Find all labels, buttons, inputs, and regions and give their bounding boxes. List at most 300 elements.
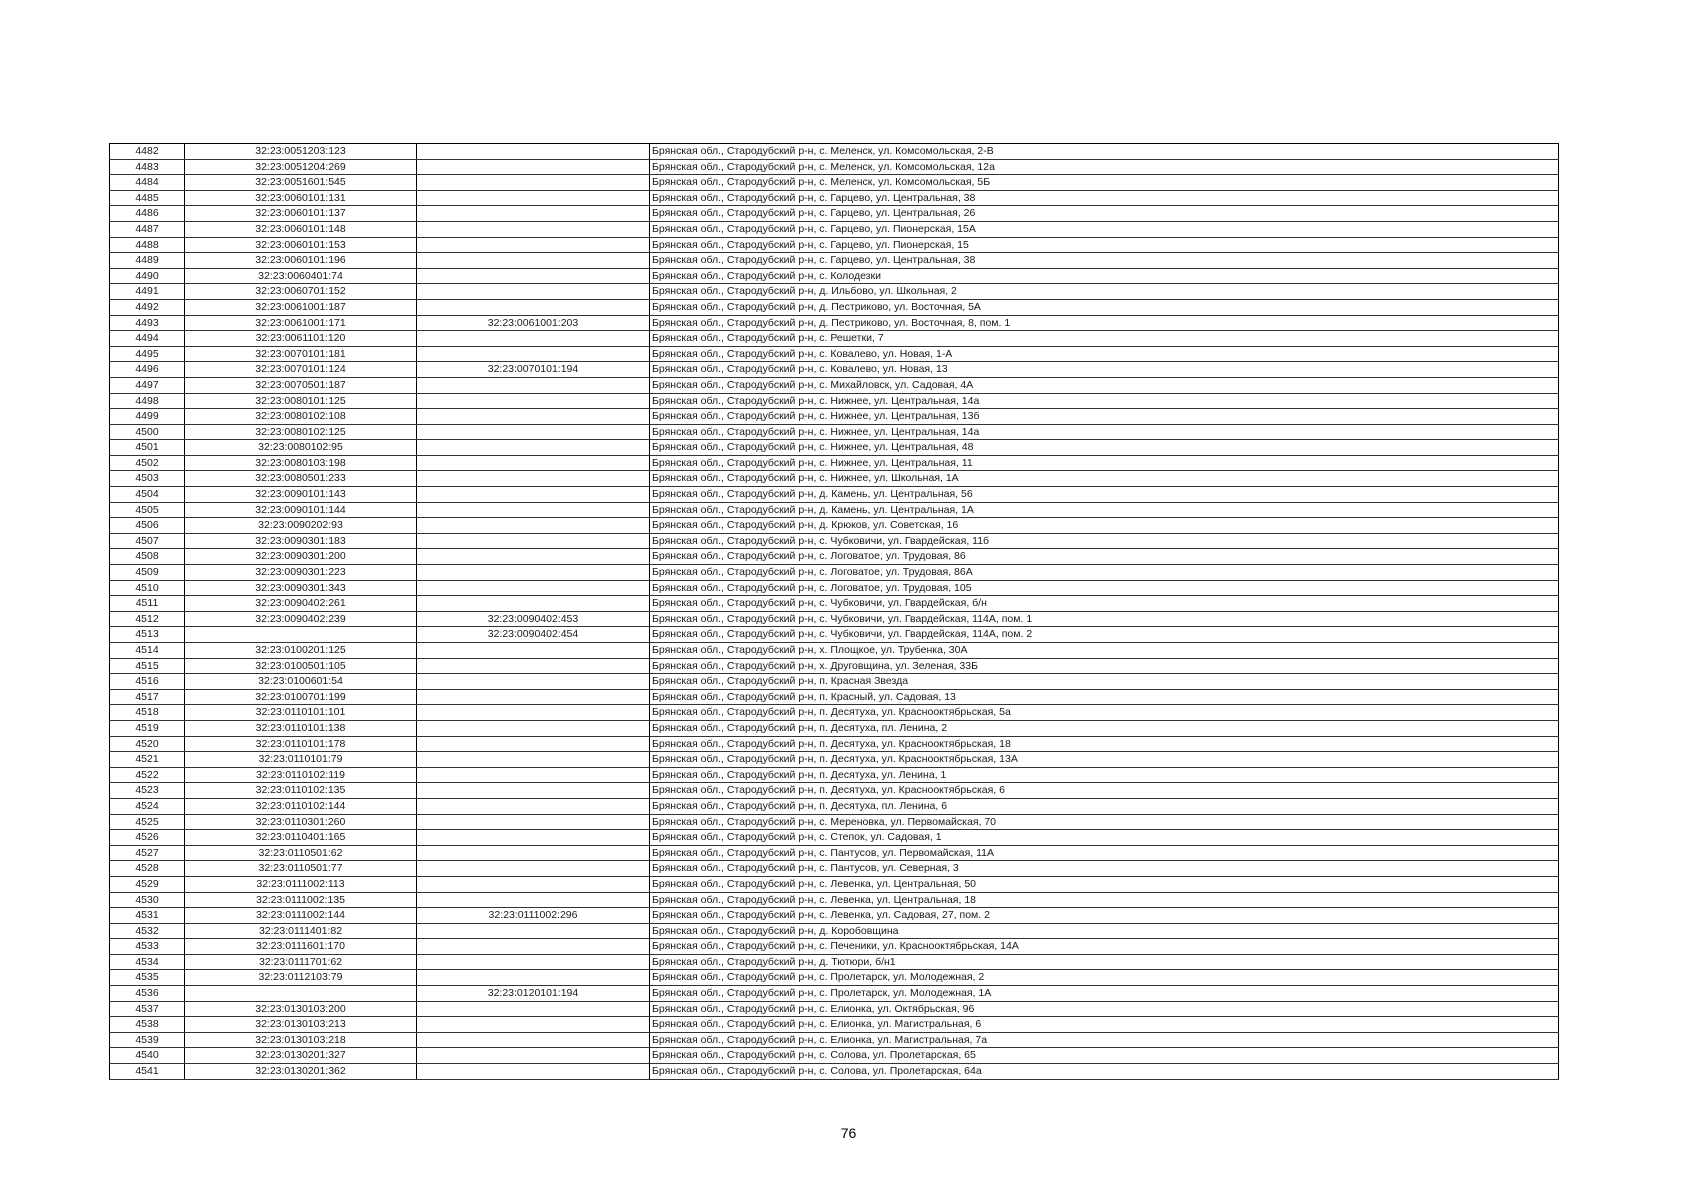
cadastral-number-cell: 32:23:0110301:260 bbox=[185, 814, 417, 830]
cadastral-number-cell bbox=[185, 627, 417, 643]
row-number-cell: 4487 bbox=[110, 221, 185, 237]
cadastral-number-cell: 32:23:0100201:125 bbox=[185, 643, 417, 659]
row-number-cell: 4508 bbox=[110, 549, 185, 565]
row-number-cell: 4523 bbox=[110, 783, 185, 799]
cadastral-number-cell: 32:23:0080102:108 bbox=[185, 409, 417, 425]
table-row bbox=[110, 923, 1559, 939]
registry-table bbox=[109, 143, 1559, 1080]
cadastral-number-cell: 32:23:0111002:113 bbox=[185, 876, 417, 892]
row-number-cell: 4535 bbox=[110, 970, 185, 986]
premises-cadastral-number-cell bbox=[417, 424, 650, 440]
cadastral-number-cell bbox=[185, 986, 417, 1002]
row-number-cell: 4516 bbox=[110, 674, 185, 690]
row-number-cell: 4526 bbox=[110, 830, 185, 846]
address-cell: Брянская обл., Стародубский р-н, с. Решетки, 7 bbox=[650, 331, 1559, 347]
table-row bbox=[110, 861, 1559, 877]
address-cell: Брянская обл., Стародубский р-н, с. Нижнее, ул. Центральная, 14а bbox=[650, 393, 1559, 409]
row-number-cell: 4486 bbox=[110, 206, 185, 222]
row-number-cell: 4534 bbox=[110, 954, 185, 970]
table-row bbox=[110, 315, 1559, 331]
table-row bbox=[110, 471, 1559, 487]
table-row bbox=[110, 565, 1559, 581]
row-number-cell: 4518 bbox=[110, 705, 185, 721]
premises-cadastral-number-cell: 32:23:0070101:194 bbox=[417, 362, 650, 378]
address-cell: Брянская обл., Стародубский р-н, п. Десятуха, пл. Ленина, 6 bbox=[650, 798, 1559, 814]
table-row bbox=[110, 502, 1559, 518]
address-cell: Брянская обл., Стародубский р-н, п. Десятуха, ул. Краснооктябрьская, 18 bbox=[650, 736, 1559, 752]
premises-cadastral-number-cell bbox=[417, 518, 650, 534]
row-number-cell: 4540 bbox=[110, 1048, 185, 1064]
cadastral-number-cell: 32:23:0090301:183 bbox=[185, 533, 417, 549]
row-number-cell: 4492 bbox=[110, 299, 185, 315]
row-number-cell: 4485 bbox=[110, 190, 185, 206]
address-cell: Брянская обл., Стародубский р-н, д. Камень, ул. Центральная, 1А bbox=[650, 502, 1559, 518]
address-cell: Брянская обл., Стародубский р-н, с. Ковалево, ул. Новая, 13 bbox=[650, 362, 1559, 378]
address-cell: Брянская обл., Стародубский р-н, с. Елионка, ул. Октябрьская, 96 bbox=[650, 1001, 1559, 1017]
table-row bbox=[110, 393, 1559, 409]
row-number-cell: 4499 bbox=[110, 409, 185, 425]
row-number-cell: 4490 bbox=[110, 268, 185, 284]
cadastral-number-cell: 32:23:0112103:79 bbox=[185, 970, 417, 986]
table-row bbox=[110, 814, 1559, 830]
premises-cadastral-number-cell bbox=[417, 923, 650, 939]
address-cell: Брянская обл., Стародубский р-н, с. Чубковичи, ул. Гвардейская, б/н bbox=[650, 596, 1559, 612]
address-cell: Брянская обл., Стародубский р-н, с. Мереновка, ул. Первомайская, 70 bbox=[650, 814, 1559, 830]
table-row bbox=[110, 206, 1559, 222]
address-cell: Брянская обл., Стародубский р-н, с. Елионка, ул. Магистральная, 7а bbox=[650, 1032, 1559, 1048]
cadastral-number-cell: 32:23:0100601:54 bbox=[185, 674, 417, 690]
table-row bbox=[110, 783, 1559, 799]
cadastral-number-cell: 32:23:0061001:171 bbox=[185, 315, 417, 331]
table-row bbox=[110, 440, 1559, 456]
table-row bbox=[110, 720, 1559, 736]
table-row bbox=[110, 377, 1559, 393]
row-number-cell: 4488 bbox=[110, 237, 185, 253]
premises-cadastral-number-cell bbox=[417, 954, 650, 970]
row-number-cell: 4503 bbox=[110, 471, 185, 487]
cadastral-number-cell: 32:23:0070501:187 bbox=[185, 377, 417, 393]
row-number-cell: 4522 bbox=[110, 767, 185, 783]
cadastral-number-cell: 32:23:0070101:181 bbox=[185, 346, 417, 362]
row-number-cell: 4498 bbox=[110, 393, 185, 409]
premises-cadastral-number-cell bbox=[417, 845, 650, 861]
address-cell: Брянская обл., Стародубский р-н, д. Тютюри, б/н1 bbox=[650, 954, 1559, 970]
address-cell: Брянская обл., Стародубский р-н, с. Степок, ул. Садовая, 1 bbox=[650, 830, 1559, 846]
table-row bbox=[110, 580, 1559, 596]
table-row bbox=[110, 736, 1559, 752]
address-cell: Брянская обл., Стародубский р-н, с. Солова, ул. Пролетарская, 64а bbox=[650, 1064, 1559, 1080]
table-row bbox=[110, 939, 1559, 955]
cadastral-number-cell: 32:23:0080102:125 bbox=[185, 424, 417, 440]
premises-cadastral-number-cell bbox=[417, 565, 650, 581]
row-number-cell: 4511 bbox=[110, 596, 185, 612]
cadastral-number-cell: 32:23:0111002:135 bbox=[185, 892, 417, 908]
premises-cadastral-number-cell bbox=[417, 1001, 650, 1017]
table-row bbox=[110, 705, 1559, 721]
premises-cadastral-number-cell bbox=[417, 861, 650, 877]
table-row bbox=[110, 767, 1559, 783]
row-number-cell: 4527 bbox=[110, 845, 185, 861]
premises-cadastral-number-cell bbox=[417, 175, 650, 191]
table-row bbox=[110, 424, 1559, 440]
cadastral-number-cell: 32:23:0060101:131 bbox=[185, 190, 417, 206]
premises-cadastral-number-cell bbox=[417, 798, 650, 814]
cadastral-number-cell: 32:23:0110101:79 bbox=[185, 752, 417, 768]
premises-cadastral-number-cell bbox=[417, 144, 650, 160]
cadastral-number-cell: 32:23:0051601:545 bbox=[185, 175, 417, 191]
address-cell: Брянская обл., Стародубский р-н, п. Десятуха, ул. Краснооктябрьская, 5а bbox=[650, 705, 1559, 721]
address-cell: Брянская обл., Стародубский р-н, с. Меленск, ул. Комсомольская, 5Б bbox=[650, 175, 1559, 191]
premises-cadastral-number-cell bbox=[417, 1017, 650, 1033]
address-cell: Брянская обл., Стародубский р-н, с. Гарцево, ул. Центральная, 26 bbox=[650, 206, 1559, 222]
table-row bbox=[110, 1064, 1559, 1080]
premises-cadastral-number-cell bbox=[417, 346, 650, 362]
row-number-cell: 4537 bbox=[110, 1001, 185, 1017]
premises-cadastral-number-cell bbox=[417, 1064, 650, 1080]
premises-cadastral-number-cell bbox=[417, 455, 650, 471]
table-row bbox=[110, 1001, 1559, 1017]
address-cell: Брянская обл., Стародубский р-н, с. Нижнее, ул. Центральная, 14а bbox=[650, 424, 1559, 440]
premises-cadastral-number-cell bbox=[417, 783, 650, 799]
cadastral-number-cell: 32:23:0110501:77 bbox=[185, 861, 417, 877]
cadastral-number-cell: 32:23:0090402:239 bbox=[185, 611, 417, 627]
address-cell: Брянская обл., Стародубский р-н, с. Чубковичи, ул. Гвардейская, 11б bbox=[650, 533, 1559, 549]
address-cell: Брянская обл., Стародубский р-н, д. Коробовщина bbox=[650, 923, 1559, 939]
row-number-cell: 4520 bbox=[110, 736, 185, 752]
row-number-cell: 4517 bbox=[110, 689, 185, 705]
address-cell: Брянская обл., Стародубский р-н, с. Михайловск, ул. Садовая, 4А bbox=[650, 377, 1559, 393]
cadastral-number-cell: 32:23:0080101:125 bbox=[185, 393, 417, 409]
address-cell: Брянская обл., Стародубский р-н, с. Чубковичи, ул. Гвардейская, 114А, пом. 2 bbox=[650, 627, 1559, 643]
cadastral-number-cell: 32:23:0090101:143 bbox=[185, 487, 417, 503]
cadastral-number-cell: 32:23:0080103:198 bbox=[185, 455, 417, 471]
row-number-cell: 4510 bbox=[110, 580, 185, 596]
premises-cadastral-number-cell bbox=[417, 409, 650, 425]
table-row bbox=[110, 533, 1559, 549]
premises-cadastral-number-cell: 32:23:0090402:454 bbox=[417, 627, 650, 643]
row-number-cell: 4514 bbox=[110, 643, 185, 659]
cadastral-number-cell: 32:23:0090101:144 bbox=[185, 502, 417, 518]
row-number-cell: 4531 bbox=[110, 908, 185, 924]
table-row bbox=[110, 518, 1559, 534]
table-row bbox=[110, 1017, 1559, 1033]
row-number-cell: 4500 bbox=[110, 424, 185, 440]
address-cell: Брянская обл., Стародубский р-н, п. Десятуха, ул. Ленина, 1 bbox=[650, 767, 1559, 783]
premises-cadastral-number-cell bbox=[417, 1032, 650, 1048]
premises-cadastral-number-cell bbox=[417, 1048, 650, 1064]
table-row bbox=[110, 175, 1559, 191]
premises-cadastral-number-cell bbox=[417, 720, 650, 736]
cadastral-number-cell: 32:23:0090402:261 bbox=[185, 596, 417, 612]
cadastral-number-cell: 32:23:0060101:148 bbox=[185, 221, 417, 237]
premises-cadastral-number-cell: 32:23:0111002:296 bbox=[417, 908, 650, 924]
address-cell: Брянская обл., Стародубский р-н, с. Нижнее, ул. Центральная, 13б bbox=[650, 409, 1559, 425]
table-row bbox=[110, 284, 1559, 300]
premises-cadastral-number-cell bbox=[417, 705, 650, 721]
table-row bbox=[110, 986, 1559, 1002]
premises-cadastral-number-cell: 32:23:0120101:194 bbox=[417, 986, 650, 1002]
row-number-cell: 4539 bbox=[110, 1032, 185, 1048]
cadastral-number-cell: 32:23:0060101:153 bbox=[185, 237, 417, 253]
address-cell: Брянская обл., Стародубский р-н, с. Меленск, ул. Комсомольская, 2-В bbox=[650, 144, 1559, 160]
row-number-cell: 4491 bbox=[110, 284, 185, 300]
row-number-cell: 4521 bbox=[110, 752, 185, 768]
address-cell: Брянская обл., Стародубский р-н, с. Гарцево, ул. Центральная, 38 bbox=[650, 190, 1559, 206]
cadastral-number-cell: 32:23:0130201:327 bbox=[185, 1048, 417, 1064]
address-cell: Брянская обл., Стародубский р-н, с. Логоватое, ул. Трудовая, 105 bbox=[650, 580, 1559, 596]
address-cell: Брянская обл., Стародубский р-н, с. Ковалево, ул. Новая, 1-А bbox=[650, 346, 1559, 362]
address-cell: Брянская обл., Стародубский р-н, с. Нижнее, ул. Центральная, 11 bbox=[650, 455, 1559, 471]
cadastral-number-cell: 32:23:0130103:200 bbox=[185, 1001, 417, 1017]
cadastral-number-cell: 32:23:0100501:105 bbox=[185, 658, 417, 674]
address-cell: Брянская обл., Стародубский р-н, х. Площкое, ул. Трубенка, 30А bbox=[650, 643, 1559, 659]
address-cell: Брянская обл., Стародубский р-н, с. Чубковичи, ул. Гвардейская, 114А, пом. 1 bbox=[650, 611, 1559, 627]
premises-cadastral-number-cell bbox=[417, 596, 650, 612]
address-cell: Брянская обл., Стародубский р-н, с. Левенка, ул. Центральная, 50 bbox=[650, 876, 1559, 892]
address-cell: Брянская обл., Стародубский р-н, с. Пролетарск, ул. Молодежная, 2 bbox=[650, 970, 1559, 986]
premises-cadastral-number-cell bbox=[417, 268, 650, 284]
address-cell: Брянская обл., Стародубский р-н, с. Нижнее, ул. Школьная, 1А bbox=[650, 471, 1559, 487]
address-cell: Брянская обл., Стародубский р-н, п. Красная Звезда bbox=[650, 674, 1559, 690]
table-row bbox=[110, 1048, 1559, 1064]
cadastral-number-cell: 32:23:0130201:362 bbox=[185, 1064, 417, 1080]
table-row bbox=[110, 331, 1559, 347]
cadastral-number-cell: 32:23:0090301:343 bbox=[185, 580, 417, 596]
address-cell: Брянская обл., Стародубский р-н, с. Гарцево, ул. Пионерская, 15А bbox=[650, 221, 1559, 237]
table-row bbox=[110, 455, 1559, 471]
cadastral-number-cell: 32:23:0090301:200 bbox=[185, 549, 417, 565]
address-cell: Брянская обл., Стародубский р-н, д. Пестриково, ул. Восточная, 8, пом. 1 bbox=[650, 315, 1559, 331]
premises-cadastral-number-cell bbox=[417, 237, 650, 253]
row-number-cell: 4501 bbox=[110, 440, 185, 456]
premises-cadastral-number-cell bbox=[417, 580, 650, 596]
cadastral-number-cell: 32:23:0110102:144 bbox=[185, 798, 417, 814]
address-cell: Брянская обл., Стародубский р-н, п. Десятуха, ул. Краснооктябрьская, 6 bbox=[650, 783, 1559, 799]
table-row bbox=[110, 892, 1559, 908]
premises-cadastral-number-cell bbox=[417, 689, 650, 705]
cadastral-number-cell: 32:23:0110101:138 bbox=[185, 720, 417, 736]
premises-cadastral-number-cell bbox=[417, 253, 650, 269]
cadastral-number-cell: 32:23:0070101:124 bbox=[185, 362, 417, 378]
address-cell: Брянская обл., Стародубский р-н, д. Ильбово, ул. Школьная, 2 bbox=[650, 284, 1559, 300]
cadastral-number-cell: 32:23:0111601:170 bbox=[185, 939, 417, 955]
cadastral-number-cell: 32:23:0110101:101 bbox=[185, 705, 417, 721]
table-row bbox=[110, 253, 1559, 269]
cadastral-number-cell: 32:23:0060401:74 bbox=[185, 268, 417, 284]
address-cell: Брянская обл., Стародубский р-н, д. Пестриково, ул. Восточная, 5А bbox=[650, 299, 1559, 315]
table-row bbox=[110, 876, 1559, 892]
premises-cadastral-number-cell bbox=[417, 549, 650, 565]
premises-cadastral-number-cell bbox=[417, 674, 650, 690]
cadastral-number-cell: 32:23:0060101:137 bbox=[185, 206, 417, 222]
address-cell: Брянская обл., Стародубский р-н, с. Гарцево, ул. Пионерская, 15 bbox=[650, 237, 1559, 253]
row-number-cell: 4533 bbox=[110, 939, 185, 955]
table-row bbox=[110, 237, 1559, 253]
row-number-cell: 4497 bbox=[110, 377, 185, 393]
cadastral-number-cell: 32:23:0090202:93 bbox=[185, 518, 417, 534]
premises-cadastral-number-cell bbox=[417, 299, 650, 315]
cadastral-number-cell: 32:23:0110102:119 bbox=[185, 767, 417, 783]
premises-cadastral-number-cell bbox=[417, 159, 650, 175]
table-row bbox=[110, 487, 1559, 503]
table-row bbox=[110, 596, 1559, 612]
table-row bbox=[110, 299, 1559, 315]
table-row bbox=[110, 190, 1559, 206]
address-cell: Брянская обл., Стародубский р-н, с. Логоватое, ул. Трудовая, 86А bbox=[650, 565, 1559, 581]
row-number-cell: 4530 bbox=[110, 892, 185, 908]
address-cell: Брянская обл., Стародубский р-н, п. Красный, ул. Садовая, 13 bbox=[650, 689, 1559, 705]
table-row bbox=[110, 658, 1559, 674]
premises-cadastral-number-cell bbox=[417, 206, 650, 222]
address-cell: Брянская обл., Стародубский р-н, с. Гарцево, ул. Центральная, 38 bbox=[650, 253, 1559, 269]
cadastral-number-cell: 32:23:0111002:144 bbox=[185, 908, 417, 924]
premises-cadastral-number-cell: 32:23:0090402:453 bbox=[417, 611, 650, 627]
row-number-cell: 4536 bbox=[110, 986, 185, 1002]
row-number-cell: 4483 bbox=[110, 159, 185, 175]
table-row bbox=[110, 221, 1559, 237]
row-number-cell: 4538 bbox=[110, 1017, 185, 1033]
cadastral-number-cell: 32:23:0090301:223 bbox=[185, 565, 417, 581]
row-number-cell: 4509 bbox=[110, 565, 185, 581]
cadastral-number-cell: 32:23:0111701:62 bbox=[185, 954, 417, 970]
table-row bbox=[110, 954, 1559, 970]
cadastral-number-cell: 32:23:0130103:213 bbox=[185, 1017, 417, 1033]
row-number-cell: 4489 bbox=[110, 253, 185, 269]
cadastral-number-cell: 32:23:0080102:95 bbox=[185, 440, 417, 456]
address-cell: Брянская обл., Стародубский р-н, с. Логоватое, ул. Трудовая, 86 bbox=[650, 549, 1559, 565]
address-cell: Брянская обл., Стародубский р-н, с. Пантусов, ул. Первомайская, 11А bbox=[650, 845, 1559, 861]
premises-cadastral-number-cell bbox=[417, 487, 650, 503]
row-number-cell: 4502 bbox=[110, 455, 185, 471]
premises-cadastral-number-cell bbox=[417, 471, 650, 487]
row-number-cell: 4494 bbox=[110, 331, 185, 347]
cadastral-number-cell: 32:23:0111401:82 bbox=[185, 923, 417, 939]
row-number-cell: 4529 bbox=[110, 876, 185, 892]
premises-cadastral-number-cell bbox=[417, 767, 650, 783]
cadastral-number-cell: 32:23:0060701:152 bbox=[185, 284, 417, 300]
address-cell: Брянская обл., Стародубский р-н, с. Колодезки bbox=[650, 268, 1559, 284]
address-cell: Брянская обл., Стародубский р-н, с. Елионка, ул. Магистральная, 6 bbox=[650, 1017, 1559, 1033]
cadastral-number-cell: 32:23:0110401:165 bbox=[185, 830, 417, 846]
row-number-cell: 4484 bbox=[110, 175, 185, 191]
address-cell: Брянская обл., Стародубский р-н, д. Крюков, ул. Советская, 16 bbox=[650, 518, 1559, 534]
table-row bbox=[110, 689, 1559, 705]
row-number-cell: 4513 bbox=[110, 627, 185, 643]
row-number-cell: 4495 bbox=[110, 346, 185, 362]
address-cell: Брянская обл., Стародубский р-н, с. Пантусов, ул. Северная, 3 bbox=[650, 861, 1559, 877]
premises-cadastral-number-cell bbox=[417, 221, 650, 237]
premises-cadastral-number-cell bbox=[417, 377, 650, 393]
table-row bbox=[110, 611, 1559, 627]
row-number-cell: 4493 bbox=[110, 315, 185, 331]
address-cell: Брянская обл., Стародубский р-н, п. Десятуха, пл. Ленина, 2 bbox=[650, 720, 1559, 736]
row-number-cell: 4505 bbox=[110, 502, 185, 518]
address-cell: Брянская обл., Стародубский р-н, с. Пролетарск, ул. Молодежная, 1А bbox=[650, 986, 1559, 1002]
premises-cadastral-number-cell bbox=[417, 190, 650, 206]
premises-cadastral-number-cell bbox=[417, 502, 650, 518]
cadastral-number-cell: 32:23:0060101:196 bbox=[185, 253, 417, 269]
table-row bbox=[110, 1032, 1559, 1048]
premises-cadastral-number-cell bbox=[417, 892, 650, 908]
premises-cadastral-number-cell bbox=[417, 533, 650, 549]
table-row bbox=[110, 159, 1559, 175]
row-number-cell: 4504 bbox=[110, 487, 185, 503]
table-row bbox=[110, 549, 1559, 565]
table-row bbox=[110, 268, 1559, 284]
table-row bbox=[110, 643, 1559, 659]
premises-cadastral-number-cell bbox=[417, 643, 650, 659]
table-row bbox=[110, 752, 1559, 768]
table-row bbox=[110, 970, 1559, 986]
page-number: 76 bbox=[840, 1125, 857, 1141]
table-row bbox=[110, 346, 1559, 362]
table-row bbox=[110, 362, 1559, 378]
cadastral-number-cell: 32:23:0080501:233 bbox=[185, 471, 417, 487]
address-cell: Брянская обл., Стародубский р-н, с. Солова, ул. Пролетарская, 65 bbox=[650, 1048, 1559, 1064]
premises-cadastral-number-cell: 32:23:0061001:203 bbox=[417, 315, 650, 331]
row-number-cell: 4524 bbox=[110, 798, 185, 814]
table-row bbox=[110, 409, 1559, 425]
cadastral-number-cell: 32:23:0051204:269 bbox=[185, 159, 417, 175]
address-cell: Брянская обл., Стародубский р-н, п. Десятуха, ул. Краснооктябрьская, 13А bbox=[650, 752, 1559, 768]
premises-cadastral-number-cell bbox=[417, 736, 650, 752]
address-cell: Брянская обл., Стародубский р-н, д. Камень, ул. Центральная, 56 bbox=[650, 487, 1559, 503]
table-row bbox=[110, 627, 1559, 643]
premises-cadastral-number-cell bbox=[417, 284, 650, 300]
cadastral-number-cell: 32:23:0100701:199 bbox=[185, 689, 417, 705]
cadastral-number-cell: 32:23:0110501:62 bbox=[185, 845, 417, 861]
row-number-cell: 4515 bbox=[110, 658, 185, 674]
row-number-cell: 4519 bbox=[110, 720, 185, 736]
table-row bbox=[110, 845, 1559, 861]
premises-cadastral-number-cell bbox=[417, 814, 650, 830]
address-cell: Брянская обл., Стародубский р-н, х. Друговщина, ул. Зеленая, 33Б bbox=[650, 658, 1559, 674]
cadastral-number-cell: 32:23:0130103:218 bbox=[185, 1032, 417, 1048]
premises-cadastral-number-cell bbox=[417, 658, 650, 674]
cadastral-number-cell: 32:23:0110101:178 bbox=[185, 736, 417, 752]
premises-cadastral-number-cell bbox=[417, 970, 650, 986]
premises-cadastral-number-cell bbox=[417, 393, 650, 409]
address-cell: Брянская обл., Стародубский р-н, с. Нижнее, ул. Центральная, 48 bbox=[650, 440, 1559, 456]
row-number-cell: 4525 bbox=[110, 814, 185, 830]
row-number-cell: 4528 bbox=[110, 861, 185, 877]
table-row bbox=[110, 144, 1559, 160]
address-cell: Брянская обл., Стародубский р-н, с. Печеники, ул. Краснооктябрьская, 14А bbox=[650, 939, 1559, 955]
table-row bbox=[110, 908, 1559, 924]
row-number-cell: 4507 bbox=[110, 533, 185, 549]
premises-cadastral-number-cell bbox=[417, 440, 650, 456]
row-number-cell: 4532 bbox=[110, 923, 185, 939]
cadastral-number-cell: 32:23:0051203:123 bbox=[185, 144, 417, 160]
registry-table-body bbox=[110, 144, 1559, 1080]
table-row bbox=[110, 830, 1559, 846]
address-cell: Брянская обл., Стародубский р-н, с. Меленск, ул. Комсомольская, 12а bbox=[650, 159, 1559, 175]
row-number-cell: 4512 bbox=[110, 611, 185, 627]
premises-cadastral-number-cell bbox=[417, 752, 650, 768]
table-row bbox=[110, 674, 1559, 690]
address-cell: Брянская обл., Стародубский р-н, с. Левенка, ул. Центральная, 18 bbox=[650, 892, 1559, 908]
row-number-cell: 4496 bbox=[110, 362, 185, 378]
table-row bbox=[110, 798, 1559, 814]
row-number-cell: 4541 bbox=[110, 1064, 185, 1080]
cadastral-number-cell: 32:23:0061101:120 bbox=[185, 331, 417, 347]
row-number-cell: 4506 bbox=[110, 518, 185, 534]
cadastral-number-cell: 32:23:0110102:135 bbox=[185, 783, 417, 799]
premises-cadastral-number-cell bbox=[417, 939, 650, 955]
address-cell: Брянская обл., Стародубский р-н, с. Левенка, ул. Садовая, 27, пом. 2 bbox=[650, 908, 1559, 924]
premises-cadastral-number-cell bbox=[417, 876, 650, 892]
row-number-cell: 4482 bbox=[110, 144, 185, 160]
